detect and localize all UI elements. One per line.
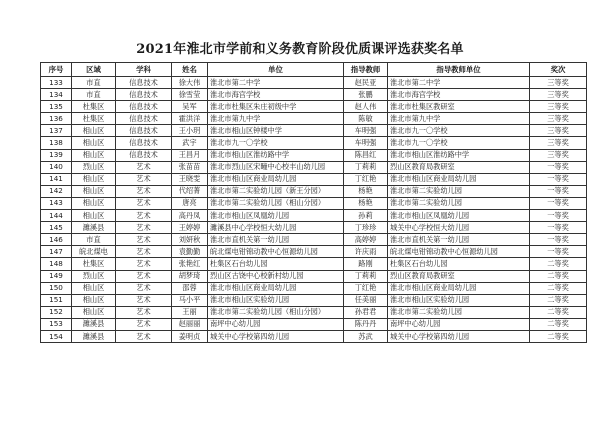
cell-award: 三等奖 <box>530 125 587 137</box>
cell-subject: 艺术 <box>116 282 172 294</box>
cell-name: 武宇 <box>172 137 208 149</box>
cell-index: 136 <box>41 113 72 125</box>
cell-award: 二等奖 <box>530 330 587 342</box>
cell-mentor-unit: 淮北市第二实验幼儿园 <box>388 185 530 197</box>
cell-subject: 信息技术 <box>116 113 172 125</box>
cell-index: 140 <box>41 161 72 173</box>
cell-region: 相山区 <box>72 282 116 294</box>
table-row <box>41 101 587 113</box>
cell-unit: 淮北市相山区淮纺路中学 <box>208 149 344 161</box>
cell-award: 二等奖 <box>530 306 587 318</box>
table-header-row <box>41 63 587 77</box>
cell-subject: 艺术 <box>116 306 172 318</box>
cell-award: 二等奖 <box>530 282 587 294</box>
cell-unit: 濉溪县中心学校恒大幼儿园 <box>208 222 344 234</box>
cell-region: 烈山区 <box>72 161 116 173</box>
cell-mentor: 丁莉莉 <box>344 270 388 282</box>
cell-mentor-unit: 皖北煤电钳锦动教中心恒源幼儿园 <box>388 246 530 258</box>
cell-index: 148 <box>41 258 72 270</box>
table-row <box>41 246 587 258</box>
cell-subject: 艺术 <box>116 210 172 222</box>
table-row <box>41 173 587 185</box>
cell-award: 三等奖 <box>530 149 587 161</box>
cell-region: 市直 <box>72 234 116 246</box>
cell-mentor-unit: 烈山区教育局教研室 <box>388 270 530 282</box>
cell-subject: 艺术 <box>116 161 172 173</box>
table-row <box>41 149 587 161</box>
cell-subject: 艺术 <box>116 234 172 246</box>
cell-mentor: 孙君君 <box>344 306 388 318</box>
cell-region: 皖北煤电 <box>72 246 116 258</box>
cell-index: 141 <box>41 173 72 185</box>
table-row <box>41 318 587 330</box>
cell-index: 147 <box>41 246 72 258</box>
cell-index: 137 <box>41 125 72 137</box>
header-region: 区域 <box>72 63 116 77</box>
cell-subject: 信息技术 <box>116 89 172 101</box>
cell-mentor-unit: 淮北市直机关第一幼儿园 <box>388 234 530 246</box>
cell-region: 相山区 <box>72 173 116 185</box>
cell-index: 138 <box>41 137 72 149</box>
cell-mentor: 路刚 <box>344 258 388 270</box>
cell-index: 134 <box>41 89 72 101</box>
cell-mentor-unit: 淮北市相山区商业局幼儿园 <box>388 282 530 294</box>
cell-mentor: 苏武 <box>344 330 388 342</box>
table-row <box>41 113 587 125</box>
cell-index: 146 <box>41 234 72 246</box>
cell-index: 143 <box>41 197 72 209</box>
cell-name: 张苗苗 <box>172 161 208 173</box>
cell-award: 一等奖 <box>530 222 587 234</box>
cell-name: 吴军 <box>172 101 208 113</box>
cell-award: 一等奖 <box>530 234 587 246</box>
cell-mentor-unit: 南坪中心幼儿园 <box>388 318 530 330</box>
header-mentor: 指导教师 <box>344 63 388 77</box>
cell-award: 三等奖 <box>530 101 587 113</box>
header-index: 序号 <box>41 63 72 77</box>
cell-mentor: 车明强 <box>344 137 388 149</box>
cell-name: 王婷婷 <box>172 222 208 234</box>
cell-unit: 淮北市第二实验幼儿园（相山分园） <box>208 306 344 318</box>
cell-region: 杜集区 <box>72 101 116 113</box>
cell-subject: 艺术 <box>116 173 172 185</box>
cell-region: 市直 <box>72 89 116 101</box>
table-row <box>41 125 587 137</box>
cell-subject: 信息技术 <box>116 125 172 137</box>
cell-subject: 信息技术 <box>116 101 172 113</box>
cell-name: 唐亮 <box>172 197 208 209</box>
cell-index: 142 <box>41 185 72 197</box>
table-row <box>41 330 587 342</box>
cell-award: 二等奖 <box>530 318 587 330</box>
cell-unit: 淮北市相山区实验幼儿园 <box>208 294 344 306</box>
cell-region: 市直 <box>72 77 116 89</box>
cell-mentor: 许庆雨 <box>344 246 388 258</box>
cell-index: 145 <box>41 222 72 234</box>
cell-mentor: 丁珍珍 <box>344 222 388 234</box>
cell-index: 154 <box>41 330 72 342</box>
document-title: 2021年淮北市学前和义务教育阶段优质课评选获奖名单 <box>136 42 464 57</box>
cell-region: 相山区 <box>72 294 116 306</box>
cell-subject: 信息技术 <box>116 137 172 149</box>
cell-mentor: 任美丽 <box>344 294 388 306</box>
cell-mentor: 张鹏 <box>344 89 388 101</box>
table-row <box>41 294 587 306</box>
table-row <box>41 137 587 149</box>
cell-award: 二等奖 <box>530 294 587 306</box>
cell-index: 133 <box>41 77 72 89</box>
cell-mentor-unit: 淮北市海宫学校 <box>388 89 530 101</box>
cell-mentor: 赵人伟 <box>344 101 388 113</box>
header-mentor-unit: 指导教师单位 <box>388 63 530 77</box>
cell-subject: 艺术 <box>116 294 172 306</box>
cell-region: 相山区 <box>72 210 116 222</box>
cell-mentor: 车明强 <box>344 125 388 137</box>
cell-mentor-unit: 淮北市第二中学 <box>388 77 530 89</box>
cell-mentor: 陈丹丹 <box>344 318 388 330</box>
cell-award: 一等奖 <box>530 173 587 185</box>
cell-index: 153 <box>41 318 72 330</box>
cell-name: 袁勤勤 <box>172 246 208 258</box>
cell-mentor: 丁红艳 <box>344 282 388 294</box>
cell-name: 邵蓉 <box>172 282 208 294</box>
cell-unit: 淮北市相山区商业局幼儿园 <box>208 282 344 294</box>
cell-region: 濉溪县 <box>72 330 116 342</box>
cell-unit: 淮北市直机关第一幼儿园 <box>208 234 344 246</box>
cell-mentor-unit: 淮北市第二实验幼儿园 <box>388 306 530 318</box>
cell-mentor: 陈敏 <box>344 113 388 125</box>
cell-mentor-unit: 淮北市九一〇学校 <box>388 125 530 137</box>
cell-region: 杜集区 <box>72 113 116 125</box>
table-row <box>41 258 587 270</box>
cell-award: 三等奖 <box>530 89 587 101</box>
cell-award: 一等奖 <box>530 185 587 197</box>
cell-subject: 信息技术 <box>116 149 172 161</box>
cell-award: 一等奖 <box>530 246 587 258</box>
cell-name: 霍洪洋 <box>172 113 208 125</box>
cell-award: 一等奖 <box>530 161 587 173</box>
cell-region: 相山区 <box>72 306 116 318</box>
cell-unit: 城关中心学校第四幼儿园 <box>208 330 344 342</box>
cell-mentor-unit: 淮北市相山区商业局幼儿园 <box>388 173 530 185</box>
cell-unit: 南坪中心幼儿园 <box>208 318 344 330</box>
cell-mentor-unit: 淮北市相山区凤凰幼儿园 <box>388 210 530 222</box>
cell-index: 151 <box>41 294 72 306</box>
table-row <box>41 282 587 294</box>
cell-subject: 艺术 <box>116 258 172 270</box>
table-row <box>41 185 587 197</box>
cell-unit: 淮北市杜集区朱庄初级中学 <box>208 101 344 113</box>
cell-unit: 淮北市相山区凤凰幼儿园 <box>208 210 344 222</box>
cell-mentor-unit: 淮北市相山区实验幼儿园 <box>388 294 530 306</box>
table-row <box>41 306 587 318</box>
cell-name: 徐大伟 <box>172 77 208 89</box>
cell-mentor-unit: 淮北市杜集区教研室 <box>388 101 530 113</box>
cell-mentor: 杨艳 <box>344 185 388 197</box>
table-row <box>41 270 587 282</box>
table-row <box>41 234 587 246</box>
cell-region: 杜集区 <box>72 258 116 270</box>
table-row <box>41 161 587 173</box>
header-award: 奖次 <box>530 63 587 77</box>
cell-subject: 艺术 <box>116 185 172 197</box>
cell-name: 王晓雯 <box>172 173 208 185</box>
cell-award: 三等奖 <box>530 137 587 149</box>
cell-unit: 皖北煤电钳锦动教中心恒源幼儿园 <box>208 246 344 258</box>
cell-unit: 杜集区石台幼儿园 <box>208 258 344 270</box>
cell-region: 烈山区 <box>72 270 116 282</box>
cell-mentor-unit: 杜集区石台幼儿园 <box>388 258 530 270</box>
cell-mentor: 杨艳 <box>344 197 388 209</box>
cell-unit: 淮北市海宫学校 <box>208 89 344 101</box>
cell-unit: 淮北市九一〇学校 <box>208 137 344 149</box>
cell-unit: 淮北市第九中学 <box>208 113 344 125</box>
cell-name: 赵丽丽 <box>172 318 208 330</box>
cell-subject: 艺术 <box>116 246 172 258</box>
cell-award: 三等奖 <box>530 113 587 125</box>
cell-region: 相山区 <box>72 125 116 137</box>
cell-mentor-unit: 淮北市第二实验幼儿园 <box>388 197 530 209</box>
header-unit: 单位 <box>208 63 344 77</box>
header-subject: 学科 <box>116 63 172 77</box>
cell-index: 150 <box>41 282 72 294</box>
cell-subject: 艺术 <box>116 197 172 209</box>
cell-mentor-unit: 城关中心学校恒大幼儿园 <box>388 222 530 234</box>
cell-unit: 烈山区古饶中心校新村幼儿园 <box>208 270 344 282</box>
cell-unit: 淮北市第二实验幼儿园（新王分园） <box>208 185 344 197</box>
cell-award: 一等奖 <box>530 197 587 209</box>
cell-name: 王小玥 <box>172 125 208 137</box>
cell-mentor-unit: 城关中心学校第四幼儿园 <box>388 330 530 342</box>
cell-region: 相山区 <box>72 197 116 209</box>
cell-unit: 淮北市相山区钟楼中学 <box>208 125 344 137</box>
cell-award: 二等奖 <box>530 270 587 282</box>
cell-name: 王昌月 <box>172 149 208 161</box>
cell-award: 一等奖 <box>530 210 587 222</box>
cell-name: 张艳红 <box>172 258 208 270</box>
cell-region: 濉溪县 <box>72 318 116 330</box>
table-row <box>41 77 587 89</box>
cell-name: 姜明贞 <box>172 330 208 342</box>
cell-mentor: 陈昌红 <box>344 149 388 161</box>
cell-name: 徐雪莹 <box>172 89 208 101</box>
table-body <box>41 77 587 343</box>
cell-index: 152 <box>41 306 72 318</box>
cell-unit: 淮北市第二中学 <box>208 77 344 89</box>
table-row <box>41 197 587 209</box>
cell-index: 149 <box>41 270 72 282</box>
cell-award: 二等奖 <box>530 258 587 270</box>
table-row <box>41 210 587 222</box>
table-row <box>41 222 587 234</box>
cell-region: 相山区 <box>72 185 116 197</box>
cell-name: 胡梦琦 <box>172 270 208 282</box>
cell-subject: 艺术 <box>116 222 172 234</box>
cell-mentor-unit: 烈山区教育局教研室 <box>388 161 530 173</box>
cell-index: 139 <box>41 149 72 161</box>
cell-mentor-unit: 淮北市相山区淮纺路中学 <box>388 149 530 161</box>
cell-award: 三等奖 <box>530 77 587 89</box>
cell-mentor: 赵民亚 <box>344 77 388 89</box>
cell-mentor: 孙莉 <box>344 210 388 222</box>
header-name: 姓名 <box>172 63 208 77</box>
cell-mentor: 丁莉莉 <box>344 161 388 173</box>
cell-unit: 淮北市烈山区宋疃中心校丰山幼儿园 <box>208 161 344 173</box>
cell-index: 135 <box>41 101 72 113</box>
cell-subject: 艺术 <box>116 270 172 282</box>
cell-region: 相山区 <box>72 149 116 161</box>
award-table <box>40 62 587 343</box>
cell-mentor: 高婷婷 <box>344 234 388 246</box>
cell-name: 代绍菁 <box>172 185 208 197</box>
cell-name: 刘妍秋 <box>172 234 208 246</box>
cell-subject: 信息技术 <box>116 77 172 89</box>
cell-mentor-unit: 淮北市九一〇学校 <box>388 137 530 149</box>
cell-subject: 艺术 <box>116 318 172 330</box>
cell-name: 王丽 <box>172 306 208 318</box>
cell-name: 马小平 <box>172 294 208 306</box>
cell-region: 相山区 <box>72 137 116 149</box>
cell-mentor-unit: 淮北市第九中学 <box>388 113 530 125</box>
cell-subject: 艺术 <box>116 330 172 342</box>
cell-mentor: 丁红艳 <box>344 173 388 185</box>
cell-unit: 淮北市第二实验幼儿园（相山分园） <box>208 197 344 209</box>
cell-unit: 淮北市相山区商业局幼儿园 <box>208 173 344 185</box>
table-row <box>41 89 587 101</box>
cell-region: 濉溪县 <box>72 222 116 234</box>
cell-name: 高丹凤 <box>172 210 208 222</box>
cell-index: 144 <box>41 210 72 222</box>
